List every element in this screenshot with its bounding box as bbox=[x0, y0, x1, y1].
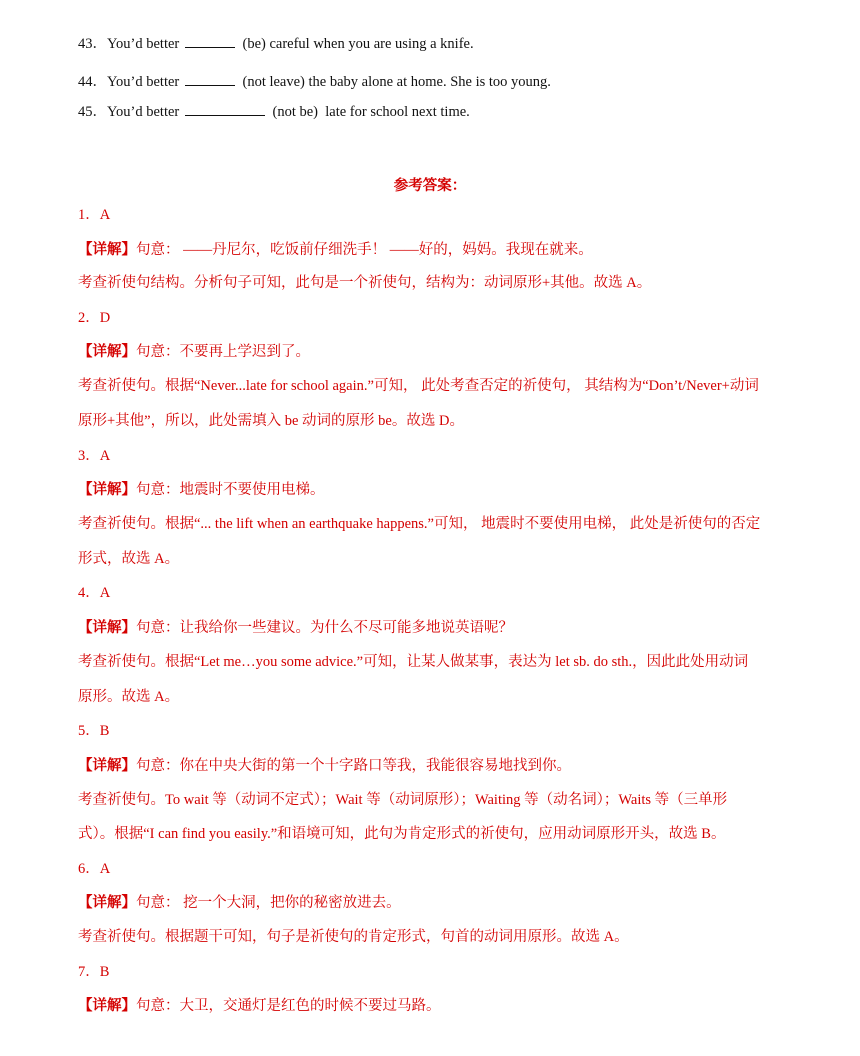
answer-1-detail bbox=[78, 240, 784, 260]
answer-3-analysis-line-1: 考查祈使句。根据“... the lift when an earthquake happens.”可知， 地震时不要使用电梯， 此处是祈使句的否定 bbox=[78, 516, 761, 532]
answer-4-detail bbox=[78, 618, 784, 638]
answer-4-analysis-line-2: 原形。故选 A。 bbox=[78, 689, 180, 705]
detail-tag: 【详解】 bbox=[78, 758, 136, 774]
answer-blank[interactable] bbox=[185, 101, 265, 116]
answer-5-number: 5．B bbox=[78, 723, 110, 739]
detail-tag: 【详解】 bbox=[78, 344, 136, 360]
question-hint: (not leave) the baby alone at home. She is too young. bbox=[242, 74, 551, 90]
detail-text: 句意：大卫，交通灯是红色的时候不要过马路。 bbox=[136, 998, 441, 1014]
answer-blank[interactable] bbox=[185, 71, 235, 86]
detail-text: 句意： 挖一个大洞，把你的秘密放进去。 bbox=[136, 895, 401, 911]
detail-tag: 【详解】 bbox=[78, 620, 136, 636]
question-number: 44． bbox=[78, 74, 107, 90]
detail-tag: 【详解】 bbox=[78, 242, 136, 258]
answer-6-detail bbox=[78, 893, 784, 913]
answer-5-detail bbox=[78, 756, 784, 776]
detail-tag: 【详解】 bbox=[78, 482, 136, 498]
question-44 bbox=[78, 71, 551, 92]
detail-text: 句意：地震时不要使用电梯。 bbox=[136, 482, 325, 498]
answer-6-number: 6．A bbox=[78, 861, 111, 877]
answer-4-number: 4．A bbox=[78, 585, 111, 601]
question-number: 43． bbox=[78, 36, 107, 52]
detail-text: 句意：你在中央大街的第一个十字路口等我，我能很容易地找到你。 bbox=[136, 758, 571, 774]
answer-7-detail bbox=[78, 996, 784, 1016]
answer-7-number: 7．B bbox=[78, 964, 110, 980]
answer-5-analysis-line-1: 考查祈使句。To wait 等（动词不定式）；Wait 等（动词原形）；Waiting 等（动名词）；Waits 等（三单形 bbox=[78, 792, 728, 808]
question-hint: (not be) late for school next time. bbox=[272, 104, 470, 120]
question-lead: You’d better bbox=[107, 36, 180, 52]
answer-2-analysis-line-2: 原形+其他”，所以，此处需填入 be 动词的原形 be。故选 D。 bbox=[78, 413, 464, 429]
answer-6-analysis: 考查祈使句。根据题干可知，句子是祈使句的肯定形式，句首的动词用原形。故选 A。 bbox=[78, 929, 629, 945]
answer-1-analysis: 考查祈使句结构。分析句子可知，此句是一个祈使句，结构为：动词原形+其他。故选 A。 bbox=[78, 275, 652, 291]
question-number: 45． bbox=[78, 104, 107, 120]
answer-1-number: 1．A bbox=[78, 207, 111, 223]
answer-key-title: 参考答案： bbox=[393, 178, 467, 194]
question-lead: You’d better bbox=[107, 104, 180, 120]
detail-text: 句意： ——丹尼尔，吃饭前仔细洗手！ ——好的，妈妈。我现在就来。 bbox=[136, 242, 593, 258]
question-43 bbox=[78, 33, 474, 54]
answer-5-analysis-line-2: 式）。根据“I can find you easily.”和语境可知，此句为肯定形式的祈使句，应用动词原形开头，故选 B。 bbox=[78, 826, 726, 842]
answer-blank[interactable] bbox=[185, 33, 235, 48]
answer-2-detail bbox=[78, 342, 784, 362]
question-lead: You’d better bbox=[107, 74, 180, 90]
detail-text: 句意：不要再上学迟到了。 bbox=[136, 344, 310, 360]
answer-3-detail bbox=[78, 480, 784, 500]
question-hint: (be) careful when you are using a knife. bbox=[242, 36, 474, 52]
detail-text: 句意：让我给你一些建议。为什么不尽可能多地说英语呢？ bbox=[136, 620, 513, 636]
answer-2-number: 2．D bbox=[78, 310, 111, 326]
question-45 bbox=[78, 101, 470, 122]
detail-tag: 【详解】 bbox=[78, 998, 136, 1014]
detail-tag: 【详解】 bbox=[78, 895, 136, 911]
answer-3-analysis-line-2: 形式，故选 A。 bbox=[78, 551, 180, 567]
answer-2-analysis-line-1: 考查祈使句。根据“Never...late for school again.”可知， 此处考查否定的祈使句， 其结构为“Don’t/Never+动词 bbox=[78, 378, 759, 394]
answer-3-number: 3．A bbox=[78, 448, 111, 464]
answer-4-analysis-line-1: 考查祈使句。根据“Let me…you some advice.”可知，让某人做某事，表达为 let sb. do sth.，因此此处用动词 bbox=[78, 654, 749, 670]
